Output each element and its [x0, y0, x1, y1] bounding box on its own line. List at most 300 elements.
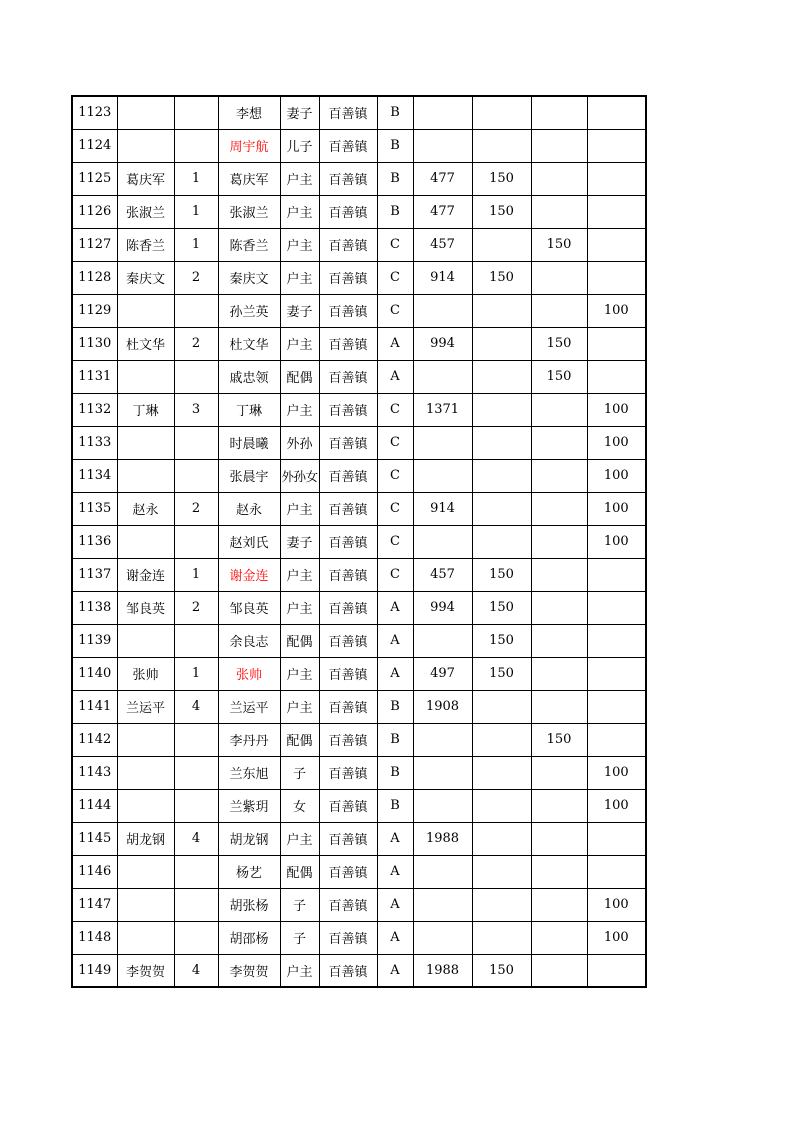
relation-cell: 子 [280, 756, 319, 789]
household-size-cell: 4 [174, 954, 218, 987]
amount-cell: 457 [413, 558, 472, 591]
household-head-cell [117, 855, 174, 888]
member-name-cell: 孙兰英 [218, 294, 280, 327]
subsidy-150-col2-cell [531, 492, 587, 525]
household-size-cell [174, 96, 218, 129]
household-head-cell: 杜文华 [117, 327, 174, 360]
household-size-cell: 1 [174, 228, 218, 261]
subsidy-150-col2-cell [531, 129, 587, 162]
household-head-cell [117, 723, 174, 756]
subsidy-150-col1-cell [472, 96, 531, 129]
household-head-cell: 邹良英 [117, 591, 174, 624]
relation-cell: 配偶 [280, 723, 319, 756]
subsidy-150-col2-cell [531, 525, 587, 558]
relation-cell: 户主 [280, 558, 319, 591]
town-cell: 百善镇 [319, 756, 377, 789]
household-head-cell [117, 129, 174, 162]
household-head-cell: 赵永 [117, 492, 174, 525]
amount-cell [413, 294, 472, 327]
household-head-cell: 张帅 [117, 657, 174, 690]
amount-cell: 914 [413, 261, 472, 294]
subsidy-150-col1-cell [472, 459, 531, 492]
member-name-cell: 赵刘氏 [218, 525, 280, 558]
household-head-cell: 谢金连 [117, 558, 174, 591]
table-row [72, 888, 646, 921]
subsidy-150-col1-cell [472, 756, 531, 789]
household-head-cell [117, 756, 174, 789]
row-number-cell: 1148 [72, 921, 117, 954]
household-size-cell: 2 [174, 327, 218, 360]
amount-cell: 1988 [413, 822, 472, 855]
class-cell: C [377, 459, 413, 492]
member-name-cell: 周宇航 [218, 129, 280, 162]
amount-cell [413, 921, 472, 954]
table-row [72, 426, 646, 459]
amount-cell [413, 129, 472, 162]
subsidy-150-col1-cell [472, 921, 531, 954]
table-row [72, 228, 646, 261]
subsidy-100-cell: 100 [587, 888, 646, 921]
subsidy-150-col2-cell [531, 558, 587, 591]
household-head-cell: 胡龙钢 [117, 822, 174, 855]
class-cell: B [377, 723, 413, 756]
relation-cell: 户主 [280, 657, 319, 690]
table-row [72, 393, 646, 426]
amount-cell [413, 888, 472, 921]
household-head-cell [117, 294, 174, 327]
table-row [72, 294, 646, 327]
row-number-cell: 1146 [72, 855, 117, 888]
household-size-cell [174, 756, 218, 789]
subsidy-150-col2-cell [531, 294, 587, 327]
class-cell: A [377, 591, 413, 624]
town-cell: 百善镇 [319, 393, 377, 426]
household-size-cell [174, 294, 218, 327]
household-head-cell [117, 360, 174, 393]
subsidy-150-col1-cell: 150 [472, 954, 531, 987]
subsidy-150-col2-cell: 150 [531, 360, 587, 393]
town-cell: 百善镇 [319, 459, 377, 492]
relation-cell: 配偶 [280, 624, 319, 657]
subsidy-150-col2-cell: 150 [531, 228, 587, 261]
table-row [72, 261, 646, 294]
subsidy-150-col2-cell [531, 459, 587, 492]
subsidy-100-cell [587, 558, 646, 591]
member-name-cell: 张晨宇 [218, 459, 280, 492]
row-number-cell: 1136 [72, 525, 117, 558]
relation-cell: 户主 [280, 228, 319, 261]
member-name-cell: 胡张杨 [218, 888, 280, 921]
town-cell: 百善镇 [319, 558, 377, 591]
subsidy-150-col1-cell [472, 855, 531, 888]
subsidy-150-col2-cell [531, 393, 587, 426]
subsidy-150-col2-cell [531, 888, 587, 921]
row-number-cell: 1141 [72, 690, 117, 723]
row-number-cell: 1139 [72, 624, 117, 657]
household-size-cell [174, 459, 218, 492]
town-cell: 百善镇 [319, 789, 377, 822]
member-name-cell: 胡邵杨 [218, 921, 280, 954]
household-size-cell [174, 921, 218, 954]
household-head-cell [117, 426, 174, 459]
subsidy-150-col1-cell: 150 [472, 195, 531, 228]
table-row [72, 690, 646, 723]
row-number-cell: 1130 [72, 327, 117, 360]
subsidy-150-col1-cell [472, 822, 531, 855]
town-cell: 百善镇 [319, 921, 377, 954]
subsidy-100-cell [587, 195, 646, 228]
relation-cell: 妻子 [280, 294, 319, 327]
amount-cell [413, 426, 472, 459]
row-number-cell: 1143 [72, 756, 117, 789]
household-size-cell: 1 [174, 195, 218, 228]
subsidy-100-cell [587, 822, 646, 855]
subsidy-100-cell: 100 [587, 426, 646, 459]
household-head-cell: 兰运平 [117, 690, 174, 723]
subsidy-150-col2-cell [531, 162, 587, 195]
town-cell: 百善镇 [319, 129, 377, 162]
relation-cell: 配偶 [280, 855, 319, 888]
member-name-cell: 杜文华 [218, 327, 280, 360]
town-cell: 百善镇 [319, 228, 377, 261]
subsidy-150-col1-cell: 150 [472, 261, 531, 294]
amount-cell [413, 360, 472, 393]
subsidy-100-cell [587, 228, 646, 261]
household-head-cell [117, 789, 174, 822]
household-size-cell: 1 [174, 558, 218, 591]
subsidy-150-col2-cell [531, 261, 587, 294]
member-name-cell: 兰紫玥 [218, 789, 280, 822]
table-row [72, 195, 646, 228]
table-row [72, 822, 646, 855]
relation-cell: 户主 [280, 261, 319, 294]
town-cell: 百善镇 [319, 690, 377, 723]
subsidy-150-col1-cell: 150 [472, 624, 531, 657]
household-size-cell [174, 426, 218, 459]
town-cell: 百善镇 [319, 591, 377, 624]
subsidy-100-cell [587, 261, 646, 294]
subsidy-150-col1-cell [472, 492, 531, 525]
row-number-cell: 1144 [72, 789, 117, 822]
member-name-cell: 丁琳 [218, 393, 280, 426]
household-head-cell: 张淑兰 [117, 195, 174, 228]
class-cell: A [377, 954, 413, 987]
class-cell: A [377, 360, 413, 393]
row-number-cell: 1126 [72, 195, 117, 228]
member-name-cell: 张帅 [218, 657, 280, 690]
row-number-cell: 1125 [72, 162, 117, 195]
household-size-cell [174, 888, 218, 921]
subsidy-150-col1-cell: 150 [472, 558, 531, 591]
town-cell: 百善镇 [319, 492, 377, 525]
subsidy-150-col1-cell [472, 723, 531, 756]
subsidy-150-col1-cell: 150 [472, 162, 531, 195]
class-cell: C [377, 558, 413, 591]
table-row [72, 129, 646, 162]
town-cell: 百善镇 [319, 327, 377, 360]
relation-cell: 户主 [280, 327, 319, 360]
relation-cell: 妻子 [280, 525, 319, 558]
table-row [72, 96, 646, 129]
relation-cell: 女 [280, 789, 319, 822]
table-row [72, 525, 646, 558]
row-number-cell: 1128 [72, 261, 117, 294]
subsidy-100-cell: 100 [587, 921, 646, 954]
amount-cell [413, 624, 472, 657]
member-name-cell: 谢金连 [218, 558, 280, 591]
town-cell: 百善镇 [319, 855, 377, 888]
household-size-cell [174, 129, 218, 162]
household-subsidy-table [71, 95, 647, 988]
town-cell: 百善镇 [319, 624, 377, 657]
subsidy-150-col1-cell [472, 690, 531, 723]
table-row [72, 492, 646, 525]
member-name-cell: 张淑兰 [218, 195, 280, 228]
household-size-cell [174, 855, 218, 888]
subsidy-150-col1-cell [472, 393, 531, 426]
member-name-cell: 余良志 [218, 624, 280, 657]
subsidy-150-col2-cell: 150 [531, 327, 587, 360]
town-cell: 百善镇 [319, 162, 377, 195]
amount-cell: 1908 [413, 690, 472, 723]
subsidy-100-cell [587, 954, 646, 987]
town-cell: 百善镇 [319, 657, 377, 690]
household-head-cell: 秦庆文 [117, 261, 174, 294]
household-head-cell [117, 624, 174, 657]
town-cell: 百善镇 [319, 822, 377, 855]
household-head-cell: 李贺贺 [117, 954, 174, 987]
subsidy-100-cell: 100 [587, 459, 646, 492]
row-number-cell: 1135 [72, 492, 117, 525]
row-number-cell: 1131 [72, 360, 117, 393]
relation-cell: 子 [280, 921, 319, 954]
member-name-cell: 时晨曦 [218, 426, 280, 459]
row-number-cell: 1132 [72, 393, 117, 426]
table-row [72, 657, 646, 690]
household-size-cell: 4 [174, 822, 218, 855]
subsidy-150-col2-cell: 150 [531, 723, 587, 756]
subsidy-100-cell: 100 [587, 294, 646, 327]
table-row [72, 789, 646, 822]
household-head-cell [117, 96, 174, 129]
class-cell: C [377, 492, 413, 525]
household-head-cell: 陈香兰 [117, 228, 174, 261]
subsidy-150-col2-cell [531, 855, 587, 888]
row-number-cell: 1137 [72, 558, 117, 591]
subsidy-100-cell [587, 96, 646, 129]
subsidy-150-col2-cell [531, 96, 587, 129]
member-name-cell: 秦庆文 [218, 261, 280, 294]
row-number-cell: 1145 [72, 822, 117, 855]
amount-cell [413, 96, 472, 129]
row-number-cell: 1134 [72, 459, 117, 492]
table-row [72, 954, 646, 987]
town-cell: 百善镇 [319, 525, 377, 558]
subsidy-100-cell [587, 591, 646, 624]
subsidy-100-cell: 100 [587, 525, 646, 558]
subsidy-150-col1-cell [472, 789, 531, 822]
class-cell: B [377, 789, 413, 822]
class-cell: C [377, 228, 413, 261]
subsidy-150-col1-cell [472, 426, 531, 459]
member-name-cell: 杨艺 [218, 855, 280, 888]
class-cell: B [377, 162, 413, 195]
member-name-cell: 葛庆军 [218, 162, 280, 195]
class-cell: C [377, 525, 413, 558]
table-row [72, 558, 646, 591]
table-row [72, 591, 646, 624]
town-cell: 百善镇 [319, 294, 377, 327]
amount-cell [413, 723, 472, 756]
town-cell: 百善镇 [319, 888, 377, 921]
relation-cell: 户主 [280, 954, 319, 987]
household-size-cell: 3 [174, 393, 218, 426]
town-cell: 百善镇 [319, 195, 377, 228]
table-row [72, 723, 646, 756]
subsidy-150-col1-cell [472, 327, 531, 360]
subsidy-100-cell: 100 [587, 393, 646, 426]
member-name-cell: 赵永 [218, 492, 280, 525]
amount-cell: 497 [413, 657, 472, 690]
member-name-cell: 李丹丹 [218, 723, 280, 756]
relation-cell: 子 [280, 888, 319, 921]
household-size-cell: 4 [174, 690, 218, 723]
relation-cell: 户主 [280, 822, 319, 855]
class-cell: A [377, 888, 413, 921]
table-row [72, 162, 646, 195]
subsidy-100-cell: 100 [587, 492, 646, 525]
relation-cell: 户主 [280, 690, 319, 723]
subsidy-100-cell [587, 360, 646, 393]
household-size-cell [174, 360, 218, 393]
town-cell: 百善镇 [319, 426, 377, 459]
household-head-cell: 丁琳 [117, 393, 174, 426]
town-cell: 百善镇 [319, 723, 377, 756]
table-body [72, 96, 646, 987]
subsidy-150-col2-cell [531, 657, 587, 690]
amount-cell: 477 [413, 195, 472, 228]
household-head-cell: 葛庆军 [117, 162, 174, 195]
amount-cell [413, 756, 472, 789]
row-number-cell: 1133 [72, 426, 117, 459]
subsidy-150-col1-cell [472, 525, 531, 558]
household-head-cell [117, 921, 174, 954]
class-cell: B [377, 129, 413, 162]
relation-cell: 户主 [280, 162, 319, 195]
class-cell: A [377, 855, 413, 888]
member-name-cell: 胡龙钢 [218, 822, 280, 855]
table-row [72, 327, 646, 360]
subsidy-150-col1-cell [472, 129, 531, 162]
member-name-cell: 陈香兰 [218, 228, 280, 261]
class-cell: A [377, 327, 413, 360]
amount-cell: 477 [413, 162, 472, 195]
subsidy-100-cell: 100 [587, 756, 646, 789]
household-size-cell [174, 789, 218, 822]
subsidy-100-cell [587, 855, 646, 888]
table-row [72, 855, 646, 888]
member-name-cell: 兰东旭 [218, 756, 280, 789]
subsidy-100-cell [587, 162, 646, 195]
row-number-cell: 1138 [72, 591, 117, 624]
member-name-cell: 李想 [218, 96, 280, 129]
subsidy-150-col2-cell [531, 426, 587, 459]
subsidy-150-col1-cell [472, 360, 531, 393]
row-number-cell: 1147 [72, 888, 117, 921]
household-size-cell: 2 [174, 261, 218, 294]
table-row [72, 360, 646, 393]
table-row [72, 624, 646, 657]
subsidy-150-col2-cell [531, 921, 587, 954]
amount-cell: 1988 [413, 954, 472, 987]
subsidy-100-cell [587, 327, 646, 360]
subsidy-150-col2-cell [531, 690, 587, 723]
class-cell: A [377, 624, 413, 657]
relation-cell: 户主 [280, 195, 319, 228]
household-head-cell [117, 888, 174, 921]
relation-cell: 外孙女 [280, 459, 319, 492]
household-size-cell: 2 [174, 492, 218, 525]
subsidy-150-col1-cell: 150 [472, 591, 531, 624]
subsidy-150-col1-cell: 150 [472, 657, 531, 690]
row-number-cell: 1129 [72, 294, 117, 327]
row-number-cell: 1140 [72, 657, 117, 690]
amount-cell: 914 [413, 492, 472, 525]
row-number-cell: 1149 [72, 954, 117, 987]
subsidy-150-col1-cell [472, 228, 531, 261]
subsidy-100-cell [587, 129, 646, 162]
household-size-cell [174, 723, 218, 756]
subsidy-100-cell [587, 624, 646, 657]
subsidy-150-col2-cell [531, 195, 587, 228]
amount-cell: 994 [413, 591, 472, 624]
class-cell: B [377, 690, 413, 723]
household-head-cell [117, 459, 174, 492]
subsidy-150-col2-cell [531, 954, 587, 987]
class-cell: A [377, 822, 413, 855]
subsidy-100-cell: 100 [587, 789, 646, 822]
table-row [72, 459, 646, 492]
relation-cell: 户主 [280, 393, 319, 426]
relation-cell: 外孙 [280, 426, 319, 459]
subsidy-100-cell [587, 657, 646, 690]
member-name-cell: 戚忠领 [218, 360, 280, 393]
amount-cell [413, 459, 472, 492]
member-name-cell: 邹良英 [218, 591, 280, 624]
amount-cell [413, 525, 472, 558]
subsidy-150-col2-cell [531, 789, 587, 822]
town-cell: 百善镇 [319, 954, 377, 987]
subsidy-150-col2-cell [531, 591, 587, 624]
row-number-cell: 1124 [72, 129, 117, 162]
member-name-cell: 李贺贺 [218, 954, 280, 987]
subsidy-150-col2-cell [531, 756, 587, 789]
relation-cell: 妻子 [280, 96, 319, 129]
subsidy-100-cell [587, 723, 646, 756]
relation-cell: 配偶 [280, 360, 319, 393]
town-cell: 百善镇 [319, 261, 377, 294]
amount-cell: 994 [413, 327, 472, 360]
class-cell: C [377, 426, 413, 459]
row-number-cell: 1127 [72, 228, 117, 261]
household-size-cell [174, 525, 218, 558]
table-row [72, 756, 646, 789]
relation-cell: 户主 [280, 591, 319, 624]
member-name-cell: 兰运平 [218, 690, 280, 723]
table-row [72, 921, 646, 954]
amount-cell: 457 [413, 228, 472, 261]
class-cell: B [377, 96, 413, 129]
